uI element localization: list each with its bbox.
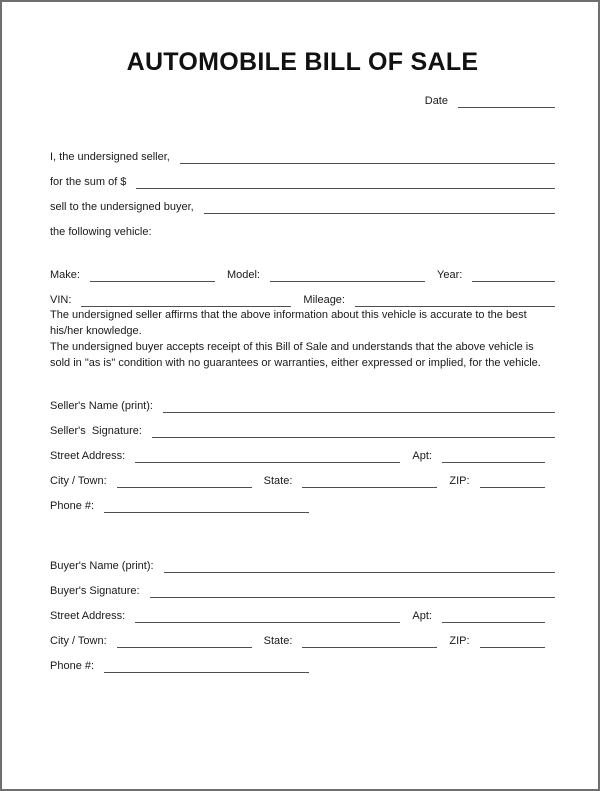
undersigned-buyer-input[interactable]	[204, 200, 555, 214]
buyer-phone-row	[50, 657, 555, 673]
seller-apt-label: Apt:	[412, 450, 432, 462]
seller-signature-label: Seller's Signature:	[50, 425, 142, 437]
seller-street-input[interactable]	[135, 449, 400, 463]
buyer-acceptance-statement: The undersigned buyer accepts receipt of this Bill of Sale and understands that the above vehicle is sold in "as is" condition with no guarantees or warranties, either expressed or implied, for the vehicle.	[50, 341, 541, 369]
date-label: Date	[424, 95, 448, 107]
seller-zip-input[interactable]	[480, 474, 545, 488]
mileage-input[interactable]	[355, 293, 555, 307]
buyer-city-input[interactable]	[117, 634, 252, 648]
buyer-name-row	[50, 557, 555, 573]
seller-state-label: State:	[263, 475, 293, 487]
buyer-street-label: Street Address:	[50, 610, 126, 622]
make-input[interactable]	[90, 268, 215, 282]
buyer-zip-input[interactable]	[480, 634, 545, 648]
buyer-city-label: City / Town:	[50, 635, 107, 647]
seller-name-label: Seller's Name (print):	[50, 400, 153, 412]
seller-state-input[interactable]	[302, 474, 437, 488]
year-label: Year:	[437, 269, 463, 281]
buyer-state-label: State:	[263, 635, 293, 647]
date-input[interactable]	[458, 94, 555, 108]
seller-street-row	[50, 447, 555, 463]
mileage-label: Mileage:	[303, 294, 345, 306]
seller-apt-input[interactable]	[442, 449, 545, 463]
seller-affirmation-statement: The undersigned seller affirms that the above information about this vehicle is accurate to the best his/her knowledge.	[50, 309, 527, 337]
buyer-name-label: Buyer's Name (print):	[50, 560, 154, 572]
vin-label: VIN:	[50, 294, 72, 306]
date-row	[50, 92, 555, 108]
seller-phone-row	[50, 497, 555, 513]
buyer-signature-input[interactable]	[150, 584, 555, 598]
buyer-apt-input[interactable]	[442, 609, 545, 623]
seller-phone-label: Phone #:	[50, 500, 95, 512]
intro-seller-row	[50, 148, 555, 164]
buyer-city-row	[50, 632, 555, 648]
buyer-street-row	[50, 607, 555, 623]
seller-city-row	[50, 472, 555, 488]
document-content	[2, 48, 598, 673]
seller-city-input[interactable]	[117, 474, 252, 488]
intro-seller-label: I, the undersigned seller,	[50, 151, 170, 163]
seller-signature-row	[50, 422, 555, 438]
buyer-name-input[interactable]	[164, 559, 555, 573]
seller-name-input[interactable]	[163, 399, 555, 413]
model-input[interactable]	[270, 268, 425, 282]
seller-signature-input[interactable]	[152, 424, 555, 438]
buyer-apt-label: Apt:	[412, 610, 432, 622]
following-vehicle-label: the following vehicle:	[50, 226, 152, 238]
intro-buyer-row	[50, 198, 555, 214]
buyer-phone-label: Phone #:	[50, 660, 95, 672]
vin-mileage-row	[50, 291, 555, 307]
buyer-state-input[interactable]	[302, 634, 437, 648]
intro-buyer-label: sell to the undersigned buyer,	[50, 201, 194, 213]
buyer-signature-label: Buyer's Signature:	[50, 585, 140, 597]
following-vehicle-row	[50, 223, 555, 239]
buyer-street-input[interactable]	[135, 609, 400, 623]
year-input[interactable]	[472, 268, 555, 282]
sum-row	[50, 173, 555, 189]
vin-input[interactable]	[81, 293, 291, 307]
seller-phone-input[interactable]	[104, 499, 309, 513]
seller-name-row	[50, 397, 555, 413]
buyer-phone-input[interactable]	[104, 659, 309, 673]
undersigned-seller-input[interactable]	[180, 150, 555, 164]
seller-street-label: Street Address:	[50, 450, 126, 462]
seller-zip-label: ZIP:	[449, 475, 470, 487]
sale-amount-input[interactable]	[136, 175, 555, 189]
model-label: Model:	[226, 269, 260, 281]
make-label: Make:	[50, 269, 80, 281]
seller-city-label: City / Town:	[50, 475, 107, 487]
sum-label: for the sum of $	[50, 176, 127, 188]
page-title: AUTOMOBILE BILL OF SALE	[126, 48, 479, 76]
make-model-year-row	[50, 266, 555, 282]
buyer-signature-row	[50, 582, 555, 598]
buyer-zip-label: ZIP:	[449, 635, 470, 647]
